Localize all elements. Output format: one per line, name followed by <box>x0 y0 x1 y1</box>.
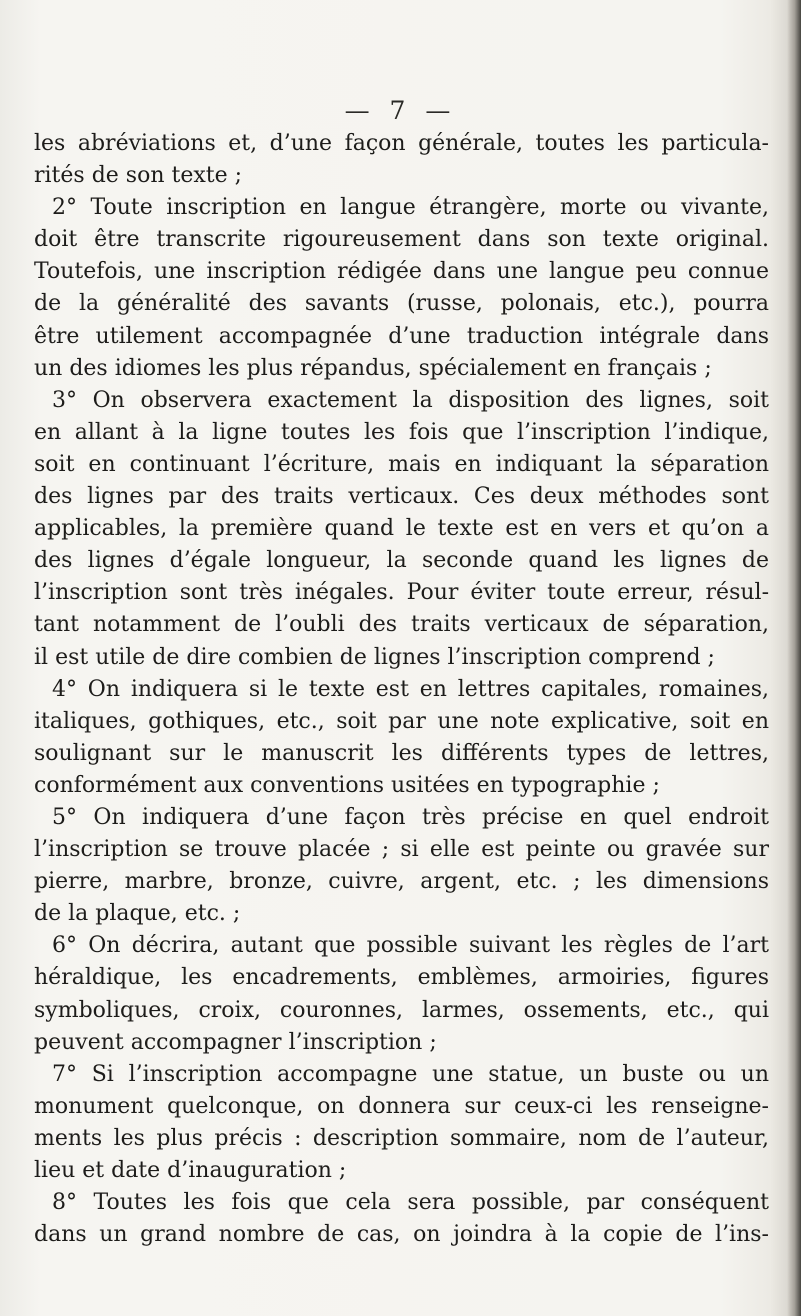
text-line: 7° Si l’inscription accompagne une statue, un buste ou un <box>52 1061 769 1087</box>
text-line: ments les plus précis : description sommaire, nom de l’auteur, <box>34 1125 769 1151</box>
text-line: 3° On observera exactement la disposition des lignes, soit <box>52 387 769 413</box>
text-line: conformément aux conventions usitées en typographie ; <box>34 772 660 798</box>
text-line: Toutefois, une inscription rédigée dans une langue peu connue <box>34 259 769 285</box>
text-line: italiques, gothiques, etc., soit par une note explicative, soit en <box>34 708 769 734</box>
text-line: peuvent accompagner l’inscription ; <box>34 1029 437 1055</box>
text-line: il est utile de dire combien de lignes l’inscription comprend ; <box>34 644 715 670</box>
text-line: des lignes par des traits verticaux. Ces deux méthodes sont <box>34 484 769 510</box>
text-line: des lignes d’égale longueur, la seconde quand les lignes de <box>34 548 769 574</box>
text-line: de la plaque, etc. ; <box>34 901 241 927</box>
text-line: doit être transcrite rigoureusement dans son texte original. <box>34 227 769 253</box>
text-line: pierre, marbre, bronze, cuivre, argent, etc. ; les dimensions <box>34 869 769 895</box>
text-line: être utilement accompagnée d’une traduction intégrale dans <box>34 323 769 349</box>
page-number: — 7 — <box>344 96 457 125</box>
text-line: dans un grand nombre de cas, on joindra à la copie de l’ins- <box>34 1222 769 1248</box>
text-line: 6° On décrira, autant que possible suivant les règles de l’art <box>52 933 769 959</box>
text-line: monument quelconque, on donnera sur ceux-ci les renseigne- <box>34 1093 769 1119</box>
text-line: un des idiomes les plus répandus, spécialement en français ; <box>34 355 712 381</box>
text-line: héraldique, les encadrements, emblèmes, armoiries, figures <box>34 965 769 991</box>
text-line: lieu et date d’inauguration ; <box>34 1158 347 1183</box>
text-line: symboliques, croix, couronnes, larmes, ossements, etc., qui <box>34 997 769 1023</box>
text-line: en allant à la ligne toutes les fois que l’inscription l’indique, <box>34 419 769 445</box>
text-line: applicables, la première quand le texte est en vers et qu’on a <box>34 516 769 542</box>
text-line: soit en continuant l’écriture, mais en indiquant la séparation <box>34 451 769 477</box>
text-line: tant notamment de l’oubli des traits verticaux de séparation, <box>34 612 769 638</box>
text-line: l’inscription sont très inégales. Pour éviter toute erreur, résul- <box>34 580 769 606</box>
text-line: soulignant sur le manuscrit les différents types de lettres, <box>34 740 769 766</box>
body-text <box>34 128 769 1251</box>
page-edge-shadow <box>787 0 801 1316</box>
text-line: 4° On indiquera si le texte est en lettres capitales, romaines, <box>52 676 769 702</box>
text-line: les abréviations et, d’une façon générale, toutes les particula- <box>34 131 769 156</box>
text-line: 2° Toute inscription en langue étrangère, morte ou vivante, <box>52 195 769 221</box>
text-line: 5° On indiquera d’une façon très précise en quel endroit <box>52 804 769 830</box>
text-line: l’inscription se trouve placée ; si elle est peinte ou gravée sur <box>34 837 769 863</box>
text-line: 8° Toutes les fois que cela sera possible, par conséquent <box>52 1190 769 1216</box>
text-line: rités de son texte ; <box>34 163 243 189</box>
text-line: de la généralité des savants (russe, polonais, etc.), pourra <box>34 291 769 317</box>
